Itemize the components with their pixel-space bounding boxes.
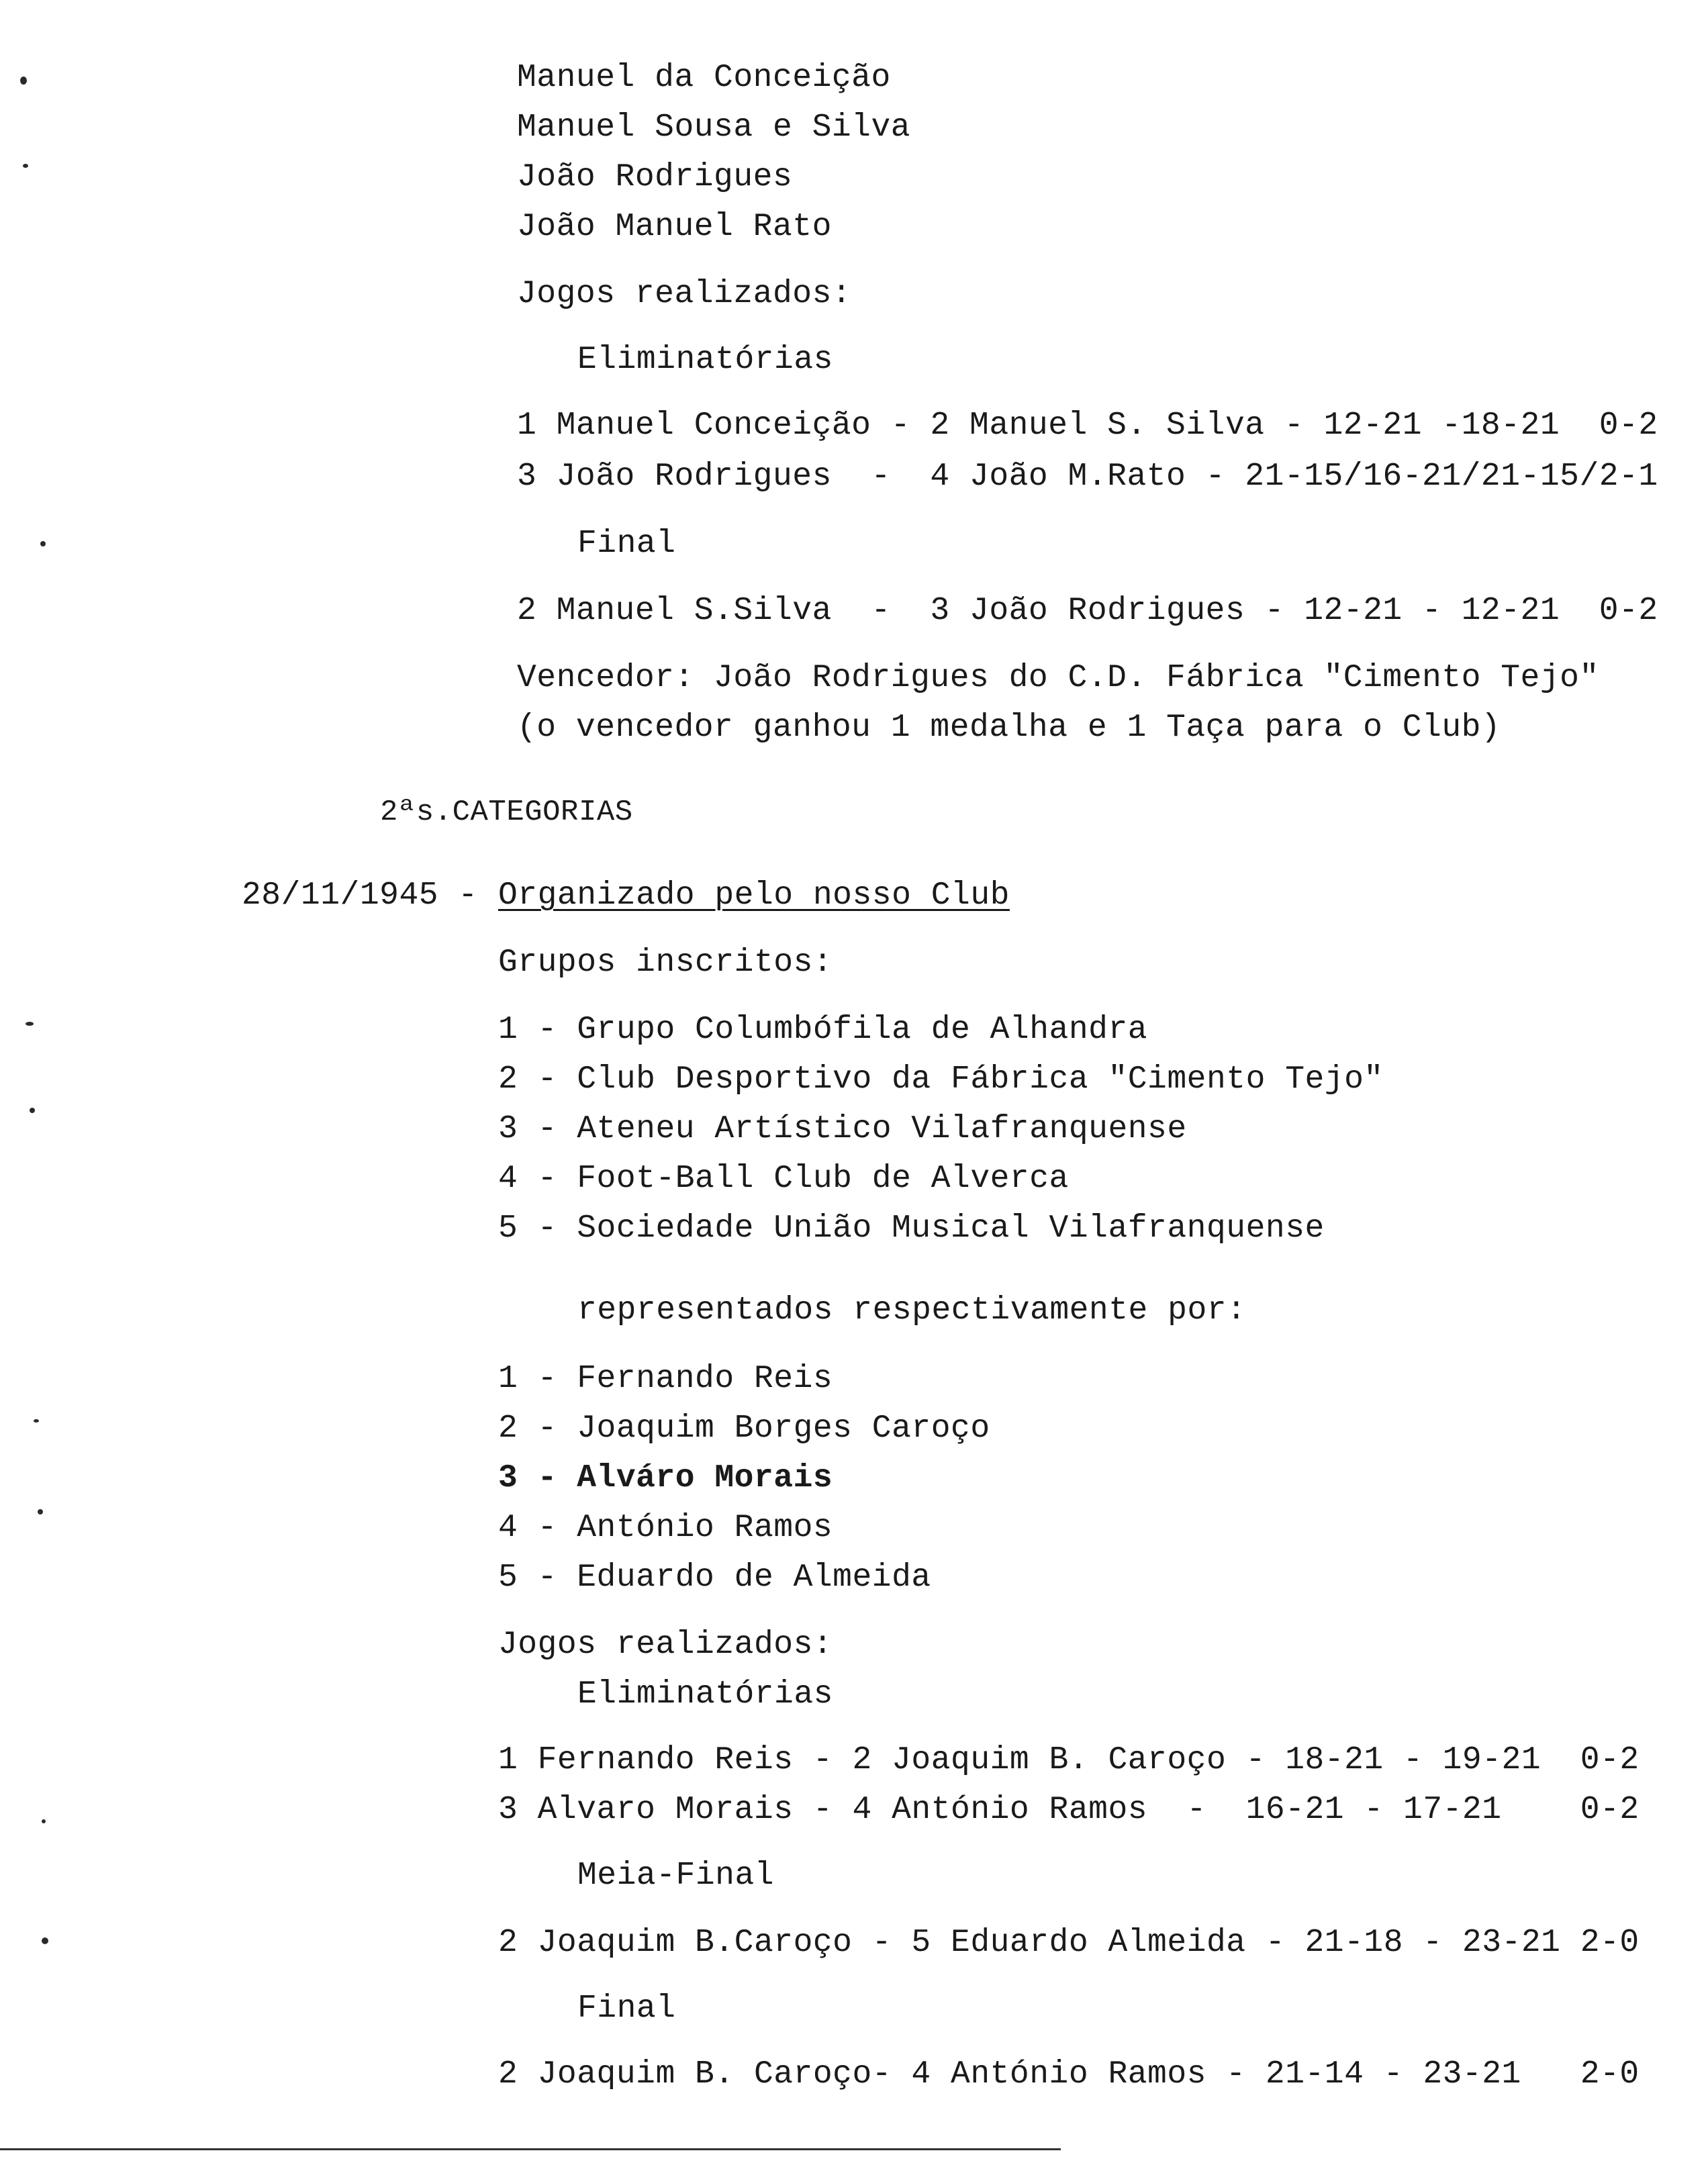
match-result: 3 Alvaro Morais - 4 António Ramos - 16-21 - 17-21 0-2 xyxy=(498,1792,1640,1828)
group-entry: 1 - Grupo Columbófila de Alhandra xyxy=(498,1012,1148,1048)
organizer-title: Organizado pelo nosso Club xyxy=(498,877,1010,914)
margin-mark xyxy=(26,1022,34,1026)
match-result: 2 Joaquim B.Caroço - 5 Eduardo Almeida - 21-18 - 23-21 2-0 xyxy=(498,1925,1640,1961)
player-line: João Rodrigues xyxy=(517,159,793,195)
eliminatorias-heading: Eliminatórias xyxy=(577,1676,833,1713)
winner-note: (o vencedor ganhou 1 medalha e 1 Taça para o Club) xyxy=(517,710,1501,746)
player-line: Manuel Sousa e Silva xyxy=(517,109,911,146)
match-result: 1 Manuel Conceição - 2 Manuel S. Silva - 12-21 -18-21 0-2 xyxy=(517,407,1658,444)
match-result: 3 João Rodrigues - 4 João M.Rato - 21-15/16-21/21-15/2-1 xyxy=(517,459,1658,495)
bottom-rule xyxy=(0,2148,1061,2150)
margin-mark xyxy=(23,164,28,168)
margin-mark xyxy=(38,1509,43,1515)
representative-entry: 2 - Joaquim Borges Caroço xyxy=(498,1410,990,1447)
final-heading: Final xyxy=(577,526,676,562)
margin-mark xyxy=(20,77,27,85)
representative-entry: 5 - Eduardo de Almeida xyxy=(498,1560,931,1596)
games-heading: Jogos realizados: xyxy=(517,276,852,312)
games-heading: Jogos realizados: xyxy=(498,1627,833,1663)
final-heading: Final xyxy=(577,1990,676,2027)
group-entry: 3 - Ateneu Artístico Vilafranquense xyxy=(498,1111,1187,1147)
margin-mark xyxy=(30,1108,35,1113)
group-entry: 5 - Sociedade União Musical Vilafranquense xyxy=(498,1210,1325,1247)
represented-heading: representados respectivamente por: xyxy=(577,1292,1247,1329)
group-entry: 2 - Club Desportivo da Fábrica "Cimento Tejo" xyxy=(498,1061,1384,1098)
margin-mark xyxy=(42,1819,46,1823)
match-result: 2 Manuel S.Silva - 3 João Rodrigues - 12-21 - 12-21 0-2 xyxy=(517,593,1658,629)
event-date: 28/11/1945 - xyxy=(242,877,497,914)
winner-line: Vencedor: João Rodrigues do C.D. Fábrica "Cimento Tejo" xyxy=(517,660,1599,696)
margin-mark xyxy=(42,1937,48,1944)
groups-heading: Grupos inscritos: xyxy=(498,945,833,981)
semifinal-heading: Meia-Final xyxy=(577,1858,775,1894)
margin-mark xyxy=(34,1419,39,1423)
representative-entry: 1 - Fernando Reis xyxy=(498,1361,833,1397)
representative-entry: 3 - Alváro Morais xyxy=(498,1460,833,1496)
player-line: Manuel da Conceição xyxy=(517,60,891,96)
match-result: 2 Joaquim B. Caroço- 4 António Ramos - 21-14 - 23-21 2-0 xyxy=(498,2056,1640,2093)
section-heading: 2ªs.CATEGORIAS xyxy=(380,796,633,829)
match-result: 1 Fernando Reis - 2 Joaquim B. Caroço - 18-21 - 19-21 0-2 xyxy=(498,1742,1640,1778)
representative-entry: 4 - António Ramos xyxy=(498,1510,833,1546)
margin-mark xyxy=(40,541,46,546)
eliminatorias-heading: Eliminatórias xyxy=(577,342,833,378)
group-entry: 4 - Foot-Ball Club de Alverca xyxy=(498,1161,1069,1197)
player-line: João Manuel Rato xyxy=(517,209,832,245)
